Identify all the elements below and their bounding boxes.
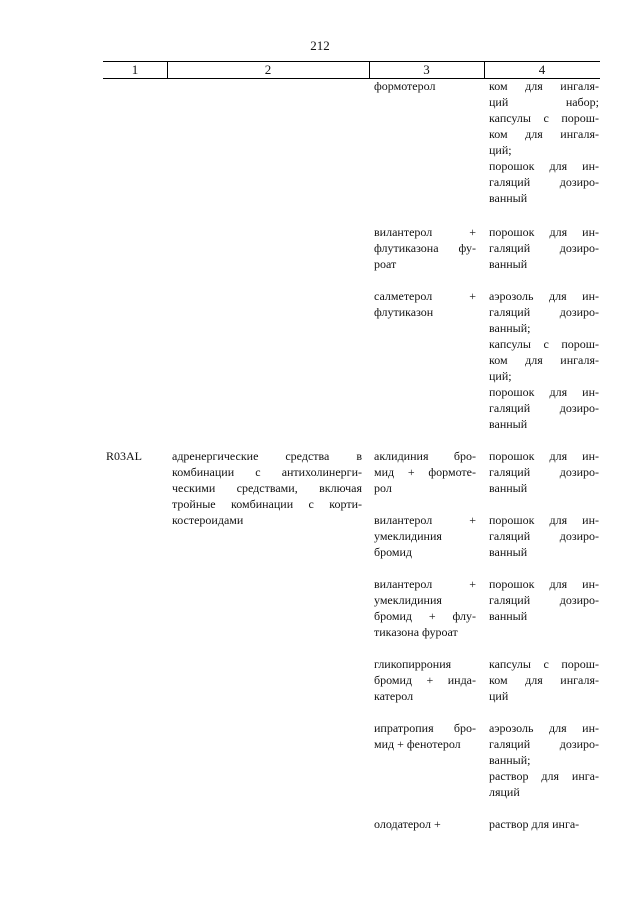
text-line: ванный [489, 545, 528, 559]
column-header-1: 1 [131, 62, 139, 77]
text-line: роат [374, 257, 397, 271]
text-line: вилантерол + [374, 513, 476, 527]
drug-name-cell [374, 720, 476, 752]
text-line: ванный; [489, 321, 531, 335]
drug-name-cell [374, 224, 476, 272]
text-line: салметерол + [374, 289, 476, 303]
text-line: флутиказона фу- [374, 241, 476, 255]
text-line: бромид [374, 545, 412, 559]
text-line: катерол [374, 689, 414, 703]
table-header-row [103, 61, 600, 79]
text-line: аклидиния бро- [374, 449, 476, 463]
text-line: галяций дозиро- [489, 241, 599, 255]
dosage-form-cell [489, 816, 599, 832]
text-line: ванный [489, 191, 528, 205]
text-line: ций; [489, 369, 512, 383]
text-line: порошок для ин- [489, 577, 599, 591]
text-line: мид + фенотерол [374, 737, 461, 751]
dosage-form-cell [489, 288, 599, 432]
text-line: формотерол [374, 79, 436, 93]
text-line: капсулы с порош- [489, 337, 599, 351]
text-line: вилантерол + [374, 577, 476, 591]
text-line: порошок для ин- [489, 385, 599, 399]
drug-name-cell [374, 448, 476, 496]
text-line: аэрозоль для ин- [489, 721, 599, 735]
text-line: костероидами [172, 513, 244, 527]
text-line: порошок для ин- [489, 225, 599, 239]
text-line: бромид + инда- [374, 673, 476, 687]
text-line: вилантерол + [374, 225, 476, 239]
text-line: комбинации с антихолинерги- [172, 465, 362, 479]
dosage-form-cell [489, 656, 599, 704]
atc-group-name-cell [172, 448, 362, 528]
text-line: ванный [489, 481, 528, 495]
dosage-form-cell [489, 448, 599, 496]
text-line: раствор для инга- [489, 769, 599, 783]
text-line: ком для ингаля- [489, 127, 599, 141]
drug-name-cell [374, 656, 476, 704]
text-line: ций [489, 689, 509, 703]
dosage-form-cell [489, 576, 599, 624]
text-line: ком для ингаля- [489, 673, 599, 687]
text-line: адренергические средства в [172, 449, 362, 463]
text-line: галяций дозиро- [489, 305, 599, 319]
page-number: 212 [310, 38, 330, 53]
dosage-form-cell [489, 512, 599, 560]
text-line: олодатерол + [374, 817, 441, 831]
text-line: галяций дозиро- [489, 175, 599, 189]
drug-name-cell [374, 288, 476, 320]
column-header-4: 4 [538, 62, 546, 77]
text-line: капсулы с порош- [489, 111, 599, 125]
text-line: ванный; [489, 753, 531, 767]
atc-code-cell: R03AL [106, 449, 142, 463]
drug-name-cell [374, 512, 476, 560]
text-line: умеклидиния [374, 593, 442, 607]
text-line: галяций дозиро- [489, 401, 599, 415]
text-line: ком для ингаля- [489, 79, 599, 93]
text-line: ванный [489, 609, 528, 623]
text-line: порошок для ин- [489, 449, 599, 463]
drug-name-cell [374, 816, 476, 832]
text-line: мид + формоте- [374, 465, 476, 479]
text-line: рол [374, 481, 392, 495]
dosage-form-cell [489, 720, 599, 800]
text-line: порошок для ин- [489, 513, 599, 527]
text-line: порошок для ин- [489, 159, 599, 173]
text-line: бромид + флу- [374, 609, 476, 623]
text-line: галяций дозиро- [489, 737, 599, 751]
drug-name-cell [374, 576, 476, 640]
column-header-3: 3 [423, 62, 430, 77]
column-header-2: 2 [264, 62, 272, 77]
text-line: ванный [489, 417, 528, 431]
text-line: раствор для инга- [489, 817, 580, 831]
text-line: ций набор; [489, 95, 599, 109]
text-line: умеклидиния [374, 529, 442, 543]
text-line: ванный [489, 257, 528, 271]
text-line: флутиказон [374, 305, 434, 319]
text-line: галяций дозиро- [489, 593, 599, 607]
text-line: галяций дозиро- [489, 465, 599, 479]
text-line: ком для ингаля- [489, 353, 599, 367]
text-line: аэрозоль для ин- [489, 289, 599, 303]
text-line: ческими средствами, включая [172, 481, 362, 495]
text-line: ляций [489, 785, 520, 799]
text-line: галяций дозиро- [489, 529, 599, 543]
text-line: капсулы с порош- [489, 657, 599, 671]
text-line: ипратропия бро- [374, 721, 476, 735]
text-line: тиказона фуроат [374, 625, 458, 639]
text-line: тройные комбинации с корти- [172, 497, 362, 511]
drug-name-cell [374, 78, 476, 94]
text-line: гликопиррония [374, 657, 452, 671]
dosage-form-cell [489, 78, 599, 206]
dosage-form-cell [489, 224, 599, 272]
text-line: ций; [489, 143, 512, 157]
